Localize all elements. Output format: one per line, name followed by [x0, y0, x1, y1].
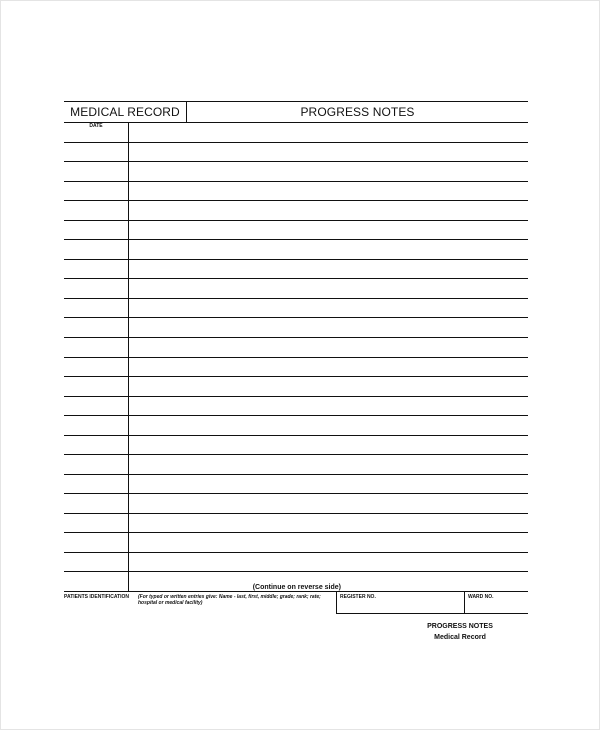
- table-row[interactable]: [64, 278, 528, 279]
- table-row[interactable]: [64, 376, 528, 377]
- footer-title: PROGRESS NOTES: [427, 623, 493, 630]
- table-row[interactable]: [64, 454, 528, 455]
- table-row[interactable]: [64, 493, 528, 494]
- table-row[interactable]: [64, 317, 528, 318]
- table-row[interactable]: [64, 181, 528, 182]
- register-label: REGISTER NO.: [340, 594, 376, 600]
- table-row[interactable]: [64, 298, 528, 299]
- register-box-left: [336, 591, 337, 613]
- table-row[interactable]: [64, 337, 528, 338]
- table-row[interactable]: [64, 396, 528, 397]
- table-row[interactable]: [64, 571, 528, 572]
- patient-id-label: PATIENTS IDENTIFICATION: [64, 594, 129, 600]
- header-progress-notes: PROGRESS NOTES: [300, 104, 415, 119]
- ward-label: WARD NO.: [468, 594, 494, 600]
- footer-subtitle: Medical Record: [434, 634, 486, 641]
- table-row[interactable]: [64, 435, 528, 436]
- table-row[interactable]: [64, 552, 528, 553]
- date-column-label: DATE: [89, 123, 103, 129]
- table-row[interactable]: [64, 239, 528, 240]
- table-row[interactable]: [64, 532, 528, 533]
- continue-note: (Continue on reverse side): [252, 584, 341, 591]
- table-row[interactable]: [64, 415, 528, 416]
- table-bottom-border: [64, 591, 528, 592]
- table-row[interactable]: [64, 474, 528, 475]
- patient-id-note: (For typed or written entries give: Name - last, first, middle; grade; rank; rate; hospital or medical facility): [138, 594, 321, 606]
- register-box-bottom: [336, 613, 528, 614]
- table-row[interactable]: [64, 513, 528, 514]
- table-row[interactable]: [64, 220, 528, 221]
- table-row[interactable]: [64, 142, 528, 143]
- table-row[interactable]: [64, 161, 528, 162]
- table-row[interactable]: [64, 122, 528, 123]
- ward-box-left: [464, 591, 465, 613]
- table-row[interactable]: [64, 357, 528, 358]
- header-medical-record: MEDICAL RECORD: [70, 104, 180, 119]
- table-row[interactable]: [64, 200, 528, 201]
- table-row[interactable]: [64, 259, 528, 260]
